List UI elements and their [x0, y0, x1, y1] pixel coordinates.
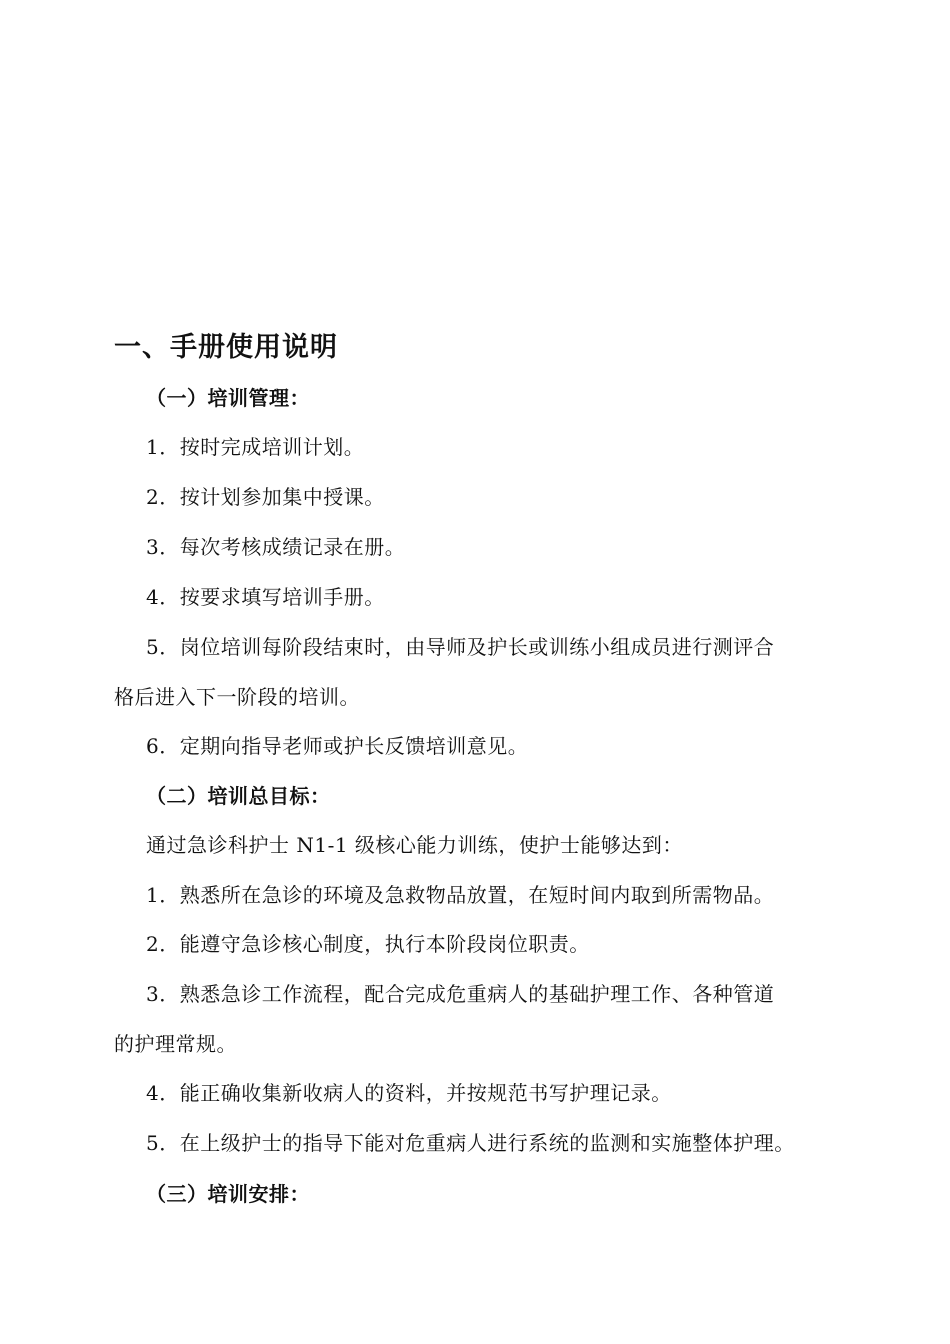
list-item: 6．定期向指导老师或护长反馈培训意见。 [146, 734, 529, 758]
section-heading-training-management: （一）培训管理： [146, 386, 310, 410]
section-heading-training-arrangement: （三）培训安排： [146, 1182, 310, 1206]
list-item: 2．能遵守急诊核心制度，执行本阶段岗位职责。 [146, 932, 590, 956]
list-item-continuation: 的护理常规。 [114, 1032, 237, 1056]
list-item: 3．熟悉急诊工作流程，配合完成危重病人的基础护理工作、各种管道 [146, 982, 775, 1006]
paragraph: 通过急诊科护士 N1-1 级核心能力训练，使护士能够达到： [146, 833, 683, 857]
document-title: 一、手册使用说明 [114, 332, 338, 363]
list-item: 5．岗位培训每阶段结束时，由导师及护长或训练小组成员进行测评合 [146, 635, 775, 659]
list-item: 1．熟悉所在急诊的环境及急救物品放置，在短时间内取到所需物品。 [146, 883, 775, 907]
list-item: 2．按计划参加集中授课。 [146, 485, 385, 509]
list-item: 4．按要求填写培训手册。 [146, 585, 385, 609]
section-heading-training-goals: （二）培训总目标： [146, 784, 331, 808]
list-item: 1．按时完成培训计划。 [146, 435, 365, 459]
list-item: 5．在上级护士的指导下能对危重病人进行系统的监测和实施整体护理。 [146, 1131, 795, 1155]
list-item: 4．能正确收集新收病人的资料，并按规范书写护理记录。 [146, 1081, 672, 1105]
list-item-continuation: 格后进入下一阶段的培训。 [114, 685, 360, 709]
list-item: 3．每次考核成绩记录在册。 [146, 535, 406, 559]
